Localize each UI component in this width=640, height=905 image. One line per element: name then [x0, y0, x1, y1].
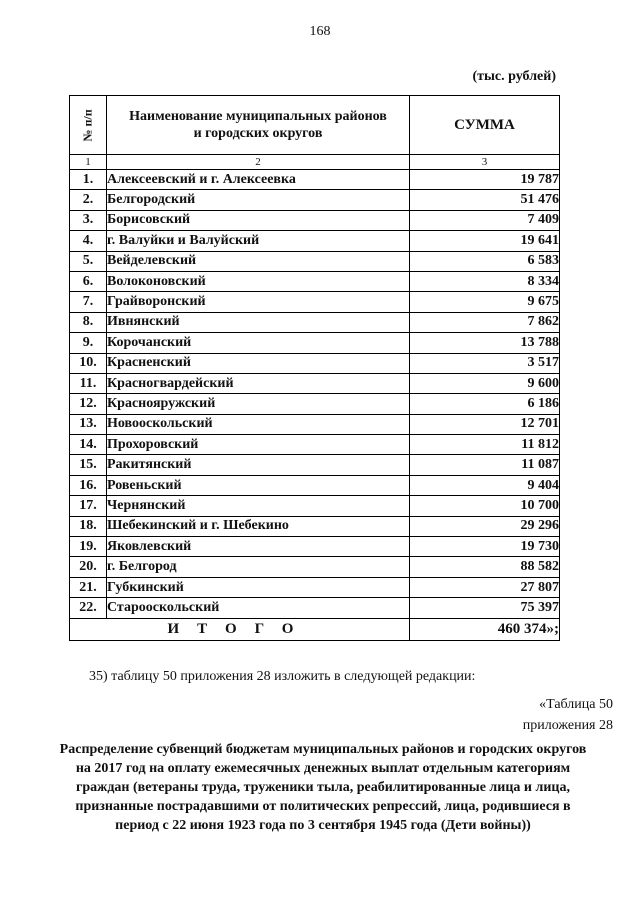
row-name: Красненский — [107, 353, 410, 373]
row-number: 12. — [70, 394, 107, 414]
title-line-3: граждан (ветераны труда, труженики тыла, реабилитированные лица и лица, — [76, 780, 570, 795]
total-sum: 460 374»; — [410, 618, 560, 640]
table-row — [70, 435, 560, 455]
header-number — [70, 96, 107, 155]
row-number: 3. — [70, 210, 107, 230]
row-name: Яковлевский — [107, 537, 410, 557]
row-number: 7. — [70, 292, 107, 312]
row-number: 19. — [70, 537, 107, 557]
row-name: Алексеевский и г. Алексеевка — [107, 170, 410, 190]
row-sum: 11 087 — [410, 455, 560, 475]
header-name-line1: Наименование муниципальных районов — [129, 109, 387, 124]
row-name: г. Белгород — [107, 557, 410, 577]
table-reference — [523, 694, 613, 736]
row-name: Чернянский — [107, 496, 410, 516]
row-sum: 6 186 — [410, 394, 560, 414]
row-name: Борисовский — [107, 210, 410, 230]
header-number-label: № п/п — [80, 108, 95, 142]
row-sum: 51 476 — [410, 190, 560, 210]
table-row — [70, 271, 560, 291]
table-row — [70, 292, 560, 312]
title-line-5: период с 22 июня 1923 года по 3 сентября 1945 года (Дети войны)) — [115, 818, 531, 833]
row-name: Ивнянский — [107, 312, 410, 332]
row-number: 22. — [70, 598, 107, 618]
row-name: Старооскольский — [107, 598, 410, 618]
table-row — [70, 455, 560, 475]
title-line-2: на 2017 год на оплату ежемесячных денежных выплат отдельным категориям — [75, 761, 571, 776]
total-label: ИТОГО — [70, 618, 410, 640]
row-number: 4. — [70, 231, 107, 251]
row-sum: 9 600 — [410, 373, 560, 393]
row-number: 16. — [70, 475, 107, 495]
header-name-line2: и городских округов — [193, 126, 323, 141]
row-name: Прохоровский — [107, 435, 410, 455]
row-sum: 88 582 — [410, 557, 560, 577]
row-sum: 3 517 — [410, 353, 560, 373]
row-number: 8. — [70, 312, 107, 332]
column-index-3: 3 — [410, 155, 560, 170]
table-row — [70, 333, 560, 353]
title-line-1: Распределение субвенций бюджетам муниципальных районов и городских округов — [59, 742, 587, 757]
row-number: 20. — [70, 557, 107, 577]
table-reference-line2: приложения 28 — [522, 718, 613, 733]
table-row — [70, 496, 560, 516]
row-number: 14. — [70, 435, 107, 455]
header-name — [107, 96, 410, 155]
page-number: 168 — [309, 24, 331, 39]
table-row — [70, 557, 560, 577]
table-row — [70, 312, 560, 332]
row-number: 5. — [70, 251, 107, 271]
column-index-row — [70, 155, 560, 170]
table-row — [70, 353, 560, 373]
row-number: 1. — [70, 170, 107, 190]
row-name: Ровеньский — [107, 475, 410, 495]
row-sum: 7 862 — [410, 312, 560, 332]
table-row — [70, 210, 560, 230]
row-number: 6. — [70, 271, 107, 291]
row-name: Корочанский — [107, 333, 410, 353]
row-number: 13. — [70, 414, 107, 434]
table-row — [70, 598, 560, 618]
row-number: 11. — [70, 373, 107, 393]
row-name: Шебекинский и г. Шебекино — [107, 516, 410, 536]
column-index-1: 1 — [70, 155, 107, 170]
row-sum: 75 397 — [410, 598, 560, 618]
table-row — [70, 251, 560, 271]
table-row — [70, 190, 560, 210]
total-row — [70, 618, 560, 640]
row-number: 9. — [70, 333, 107, 353]
table-row — [70, 394, 560, 414]
row-name: Краснояружский — [107, 394, 410, 414]
title-line-4: признанные пострадавшими от политических репрессий, лица, родившиеся в — [75, 799, 571, 814]
table-row — [70, 373, 560, 393]
table-reference-line1: «Таблица 50 — [539, 697, 613, 712]
table-row — [70, 170, 560, 190]
row-sum: 10 700 — [410, 496, 560, 516]
row-sum: 19 730 — [410, 537, 560, 557]
units-label: (тыс. рублей) — [472, 69, 556, 84]
table-row — [70, 231, 560, 251]
table-row — [70, 577, 560, 597]
row-sum: 9 404 — [410, 475, 560, 495]
row-sum: 12 701 — [410, 414, 560, 434]
row-sum: 27 807 — [410, 577, 560, 597]
header-sum: СУММА — [410, 96, 560, 155]
row-name: Новооскольский — [107, 414, 410, 434]
table-row — [70, 537, 560, 557]
table-row — [70, 516, 560, 536]
document-title — [28, 740, 618, 835]
row-name: Белгородский — [107, 190, 410, 210]
row-sum: 29 296 — [410, 516, 560, 536]
table-row — [70, 414, 560, 434]
row-name: Ракитянский — [107, 455, 410, 475]
row-number: 10. — [70, 353, 107, 373]
row-number: 18. — [70, 516, 107, 536]
row-sum: 9 675 — [410, 292, 560, 312]
row-name: Вейделевский — [107, 251, 410, 271]
row-sum: 19 787 — [410, 170, 560, 190]
table-body — [70, 170, 560, 619]
row-sum: 8 334 — [410, 271, 560, 291]
row-name: Красногвардейский — [107, 373, 410, 393]
subvention-table — [69, 95, 560, 641]
amendment-instruction: 35) таблицу 50 приложения 28 изложить в следующей редакции: — [89, 669, 476, 684]
row-number: 21. — [70, 577, 107, 597]
table-row — [70, 475, 560, 495]
row-number: 15. — [70, 455, 107, 475]
row-name: г. Валуйки и Валуйский — [107, 231, 410, 251]
row-name: Грайворонский — [107, 292, 410, 312]
column-index-2: 2 — [107, 155, 410, 170]
row-number: 17. — [70, 496, 107, 516]
row-number: 2. — [70, 190, 107, 210]
table-header-row — [70, 96, 560, 155]
row-sum: 19 641 — [410, 231, 560, 251]
row-name: Губкинский — [107, 577, 410, 597]
row-sum: 13 788 — [410, 333, 560, 353]
row-sum: 7 409 — [410, 210, 560, 230]
row-sum: 11 812 — [410, 435, 560, 455]
row-name: Волоконовский — [107, 271, 410, 291]
row-sum: 6 583 — [410, 251, 560, 271]
